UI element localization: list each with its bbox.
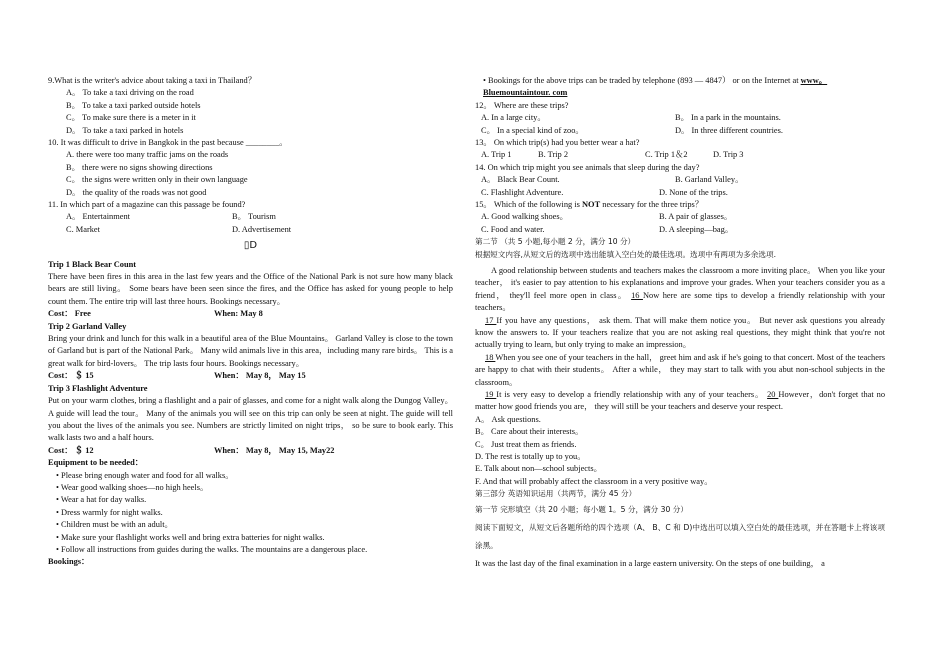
q10-option-b: B。 there were no signs showing directions (66, 162, 213, 172)
part3-instructions: 阅读下面短文，从短文后各题所给的四个选项（A、 B、C 和 D)中选出可以填入空白处的最佳选项，并在答题卡上将该项涂黑。 (475, 523, 885, 551)
q12-option-a: A. In a large city。 (481, 113, 546, 123)
trip2-cost: Cost： ＄ 15 (48, 371, 94, 381)
q10-option-a: A. there were too many traffic jams on the roads (66, 150, 229, 160)
cloze-passage-start: It was the last day of the final examination in a large eastern university. On the steps of one building， a (475, 559, 825, 569)
blank-17: 17 (485, 315, 497, 325)
part3-heading: 第三部分 英语知识运用（共两节，满分 45 分） (475, 489, 637, 499)
blank-19: 19 (485, 390, 497, 400)
q11-option-d: D. Advertisement (232, 224, 292, 234)
question-11: 11. In which part of a magazine can this passage be found? (48, 200, 246, 210)
trip2-when: When： May 8， May 15 (214, 371, 306, 381)
question-10: 10. It was difficult to drive in Bangkok in the past because ________。 (48, 138, 288, 148)
blank-20: 20 (767, 390, 779, 400)
q14-options-row2 (475, 187, 885, 199)
part3-section1-heading: 第一节 完形填空（共 20 小题；每小题 1。5 分，满分 30 分） (475, 504, 688, 514)
equipment-item: • Follow all instructions from guides during the walks. The mountains are a dangerous place. (56, 544, 368, 554)
trip2-description: Bring your drink and lunch for this walk in a beautiful area of the Blue Mountains。 Garland Valley is close to the town of Garland but is part of the National Park。 Many wild animals live in this area，including many rare birds。 This is a great walk for bird-lovers。 The trip lasts four hours. Bookings necessary。 (48, 334, 453, 368)
option-e: E. Talk about non—school subjects。 (475, 464, 602, 474)
question-12: 12。 Where are these trips? (475, 100, 569, 110)
section2-instructions: 根据短文内容,从短文后的选项中选出能填入空白处的最佳选项。选项中有两项为多余选项. (475, 249, 776, 259)
trip2-title: Trip 2 Garland Valley (48, 321, 127, 331)
q9-option-b: B。 To take a taxi parked outside hotels (66, 100, 201, 110)
bookings-title: Bookings： (48, 557, 90, 567)
trip2-cost-row (48, 370, 453, 382)
trip1-description: There have been fires in this area in the last few years and the Office of the National Park is not sure how many black bears are still living。 Some bears have been seen since the fires, and the Office has asked for young people to help count them. The entire trip will last three hours. Bookings necessary。 (48, 272, 453, 306)
blank-18: 18 (485, 352, 496, 362)
trip3-when: When： May 8， May 15, May22 (214, 445, 335, 455)
bookings-info: • Bookings for the above trips can be traded by telephone (893 — 4847） or on the Internet at www。 Bluemountaintour. com (483, 76, 828, 98)
trip1-cost-row (48, 308, 453, 320)
q13-option-c: C. Trip 1＆2 (645, 150, 688, 160)
q12-option-b: B。 In a park in the mountains. (675, 113, 781, 123)
trip3-title: Trip 3 Flashlight Adventure (48, 383, 148, 393)
equipment-item: • Dress warmly for night walks. (56, 507, 163, 517)
q12-option-d: D。 In three different countries. (675, 125, 783, 135)
equipment-item: • Make sure your flashlight works well and bring extra batteries for night walks. (56, 532, 325, 542)
q13-option-b: B. Trip 2 (538, 150, 569, 160)
equipment-item: • Children must be with an adult。 (56, 520, 173, 530)
q14-option-c: C. Flashlight Adventure. (481, 187, 564, 197)
q12-options-row2 (475, 125, 885, 137)
equipment-item: • Wear a hat for day walks. (56, 495, 147, 505)
question-15: 15。 Which of the following is NOT necessary for the three trips？ (475, 199, 704, 209)
trip3-cost-row (48, 445, 453, 457)
blank-16: 16 (631, 290, 643, 300)
q15-option-b: B. A pair of glasses。 (659, 212, 733, 222)
option-c: C。 Just treat them as friends. (475, 439, 577, 449)
equipment-item: • Please bring enough water and food for all walks。 (56, 470, 234, 480)
q14-option-a: A。 Black Bear Count. (481, 175, 560, 185)
section2-heading: 第二节 （共 5 小题,每小题 2 分，满分 10 分） (475, 237, 636, 247)
option-a: A。 Ask questions. (475, 414, 541, 424)
left-column (48, 75, 453, 569)
q13-option-a: A. Trip 1 (481, 150, 512, 160)
trip3-description: Put on your warm clothes, bring a flashlight and a pair of glasses, and come for a night walk along the Dungog Valley。 A guide will lead the tour。 Many of the animals you will see on this trip can only be seen at night. The guide will tell you about the lives of the animals you see. Numbers are strictly limited on night trips， so be sure to book early. This walk lasts two and a half hours. (48, 396, 453, 443)
q11-options-row2 (48, 224, 453, 236)
q15-option-a: A. Good walking shoes。 (481, 212, 569, 222)
q9-option-a: A。 To take a taxi driving on the road (66, 88, 194, 98)
q12-options-row1 (475, 112, 885, 124)
q9-option-d: D。 To take a taxi parked in hotels (66, 125, 184, 135)
option-f: F. And that will probably affect the classroom in a very positive way。 (475, 476, 713, 486)
booking-link[interactable]: www。 (800, 76, 828, 85)
q10-option-d: D。 the quality of the roads was not good (66, 187, 207, 197)
equipment-item: • Wear good walking shoes—no high heels。 (56, 482, 209, 492)
passage-paragraph-4: 19 It is very easy to develop a friendly relationship with any of your teachers。 20 However，don't forget that no matter how good friends you are， they will still be your teachers and deserve your respect. (475, 390, 886, 412)
option-d: D. The rest is totally up to you。 (475, 452, 586, 462)
q13-options (475, 149, 885, 161)
q14-options-row1 (475, 174, 885, 186)
q9-option-c: C。 To make sure there is a meter in it (66, 113, 196, 123)
question-14: 14. On which trip might you see animals that sleep during the day? (475, 162, 700, 172)
q11-option-b: B。 Tourism (232, 212, 276, 222)
q11-options-row1 (48, 211, 453, 223)
passage-paragraph-1: A good relationship between students and teachers makes the classroom a more inviting place。 When you like your teacher， it's easier to pay attention to his explanations and improve your grades. When your teachers consider you as a friend， they'll feel more open in class。 16 Now here are some tips to develop a friendly relationship with your teachers。 (475, 265, 885, 313)
booking-link-domain[interactable]: Bluemountaintour. com (483, 88, 568, 98)
option-b: B。 Care about their interests。 (475, 427, 584, 437)
trip3-cost: Cost： ＄ 12 (48, 445, 94, 455)
q15-option-d: D. A sleeping—bag。 (659, 224, 734, 234)
trip1-when: When: May 8 (214, 309, 263, 319)
right-column (475, 75, 885, 571)
q12-option-c: C。 In a special kind of zoo。 (481, 125, 584, 135)
passage-paragraph-3: 18 When you see one of your teachers in the hall， greet him and ask if he's going to that concert. Most of the teachers are happy to chat with their students。 After a while， they may start to talk with you abut non-school subjects in the classroom。 (475, 352, 885, 387)
q15-option-c: C. Food and water. (481, 224, 545, 234)
q14-option-b: B. Garland Valley。 (675, 175, 744, 185)
trip1-title: Trip 1 Black Bear Count (48, 259, 137, 269)
section-d-heading: ▯D (243, 240, 258, 252)
q15-options-row2 (475, 224, 885, 236)
passage-paragraph-2: 17 If you have any questions， ask them. That will make them notice you。 But never ask questions you already know the answers to. If your teachers realize that you are not asking real questions, they might think that you're not actually trying to learn, but only trying to make an impression。 (475, 315, 886, 350)
question-9: 9.What is the writer's advice about taking a taxi in Thailand？ (48, 76, 257, 85)
q10-option-c: C。 the signs were written only in their own language (66, 175, 248, 185)
equipment-title: Equipment to be needed： (48, 458, 144, 468)
trip1-cost: Cost： Free (48, 309, 91, 319)
q15-options-row1 (475, 211, 885, 223)
question-13: 13。 On which trip(s) had you better wear a hat? (475, 138, 640, 147)
q14-option-d: D. None of the trips. (659, 187, 728, 197)
q11-option-c: C. Market (66, 224, 100, 234)
q11-option-a: A。 Entertainment (66, 212, 130, 222)
q13-option-d: D. Trip 3 (713, 150, 744, 160)
